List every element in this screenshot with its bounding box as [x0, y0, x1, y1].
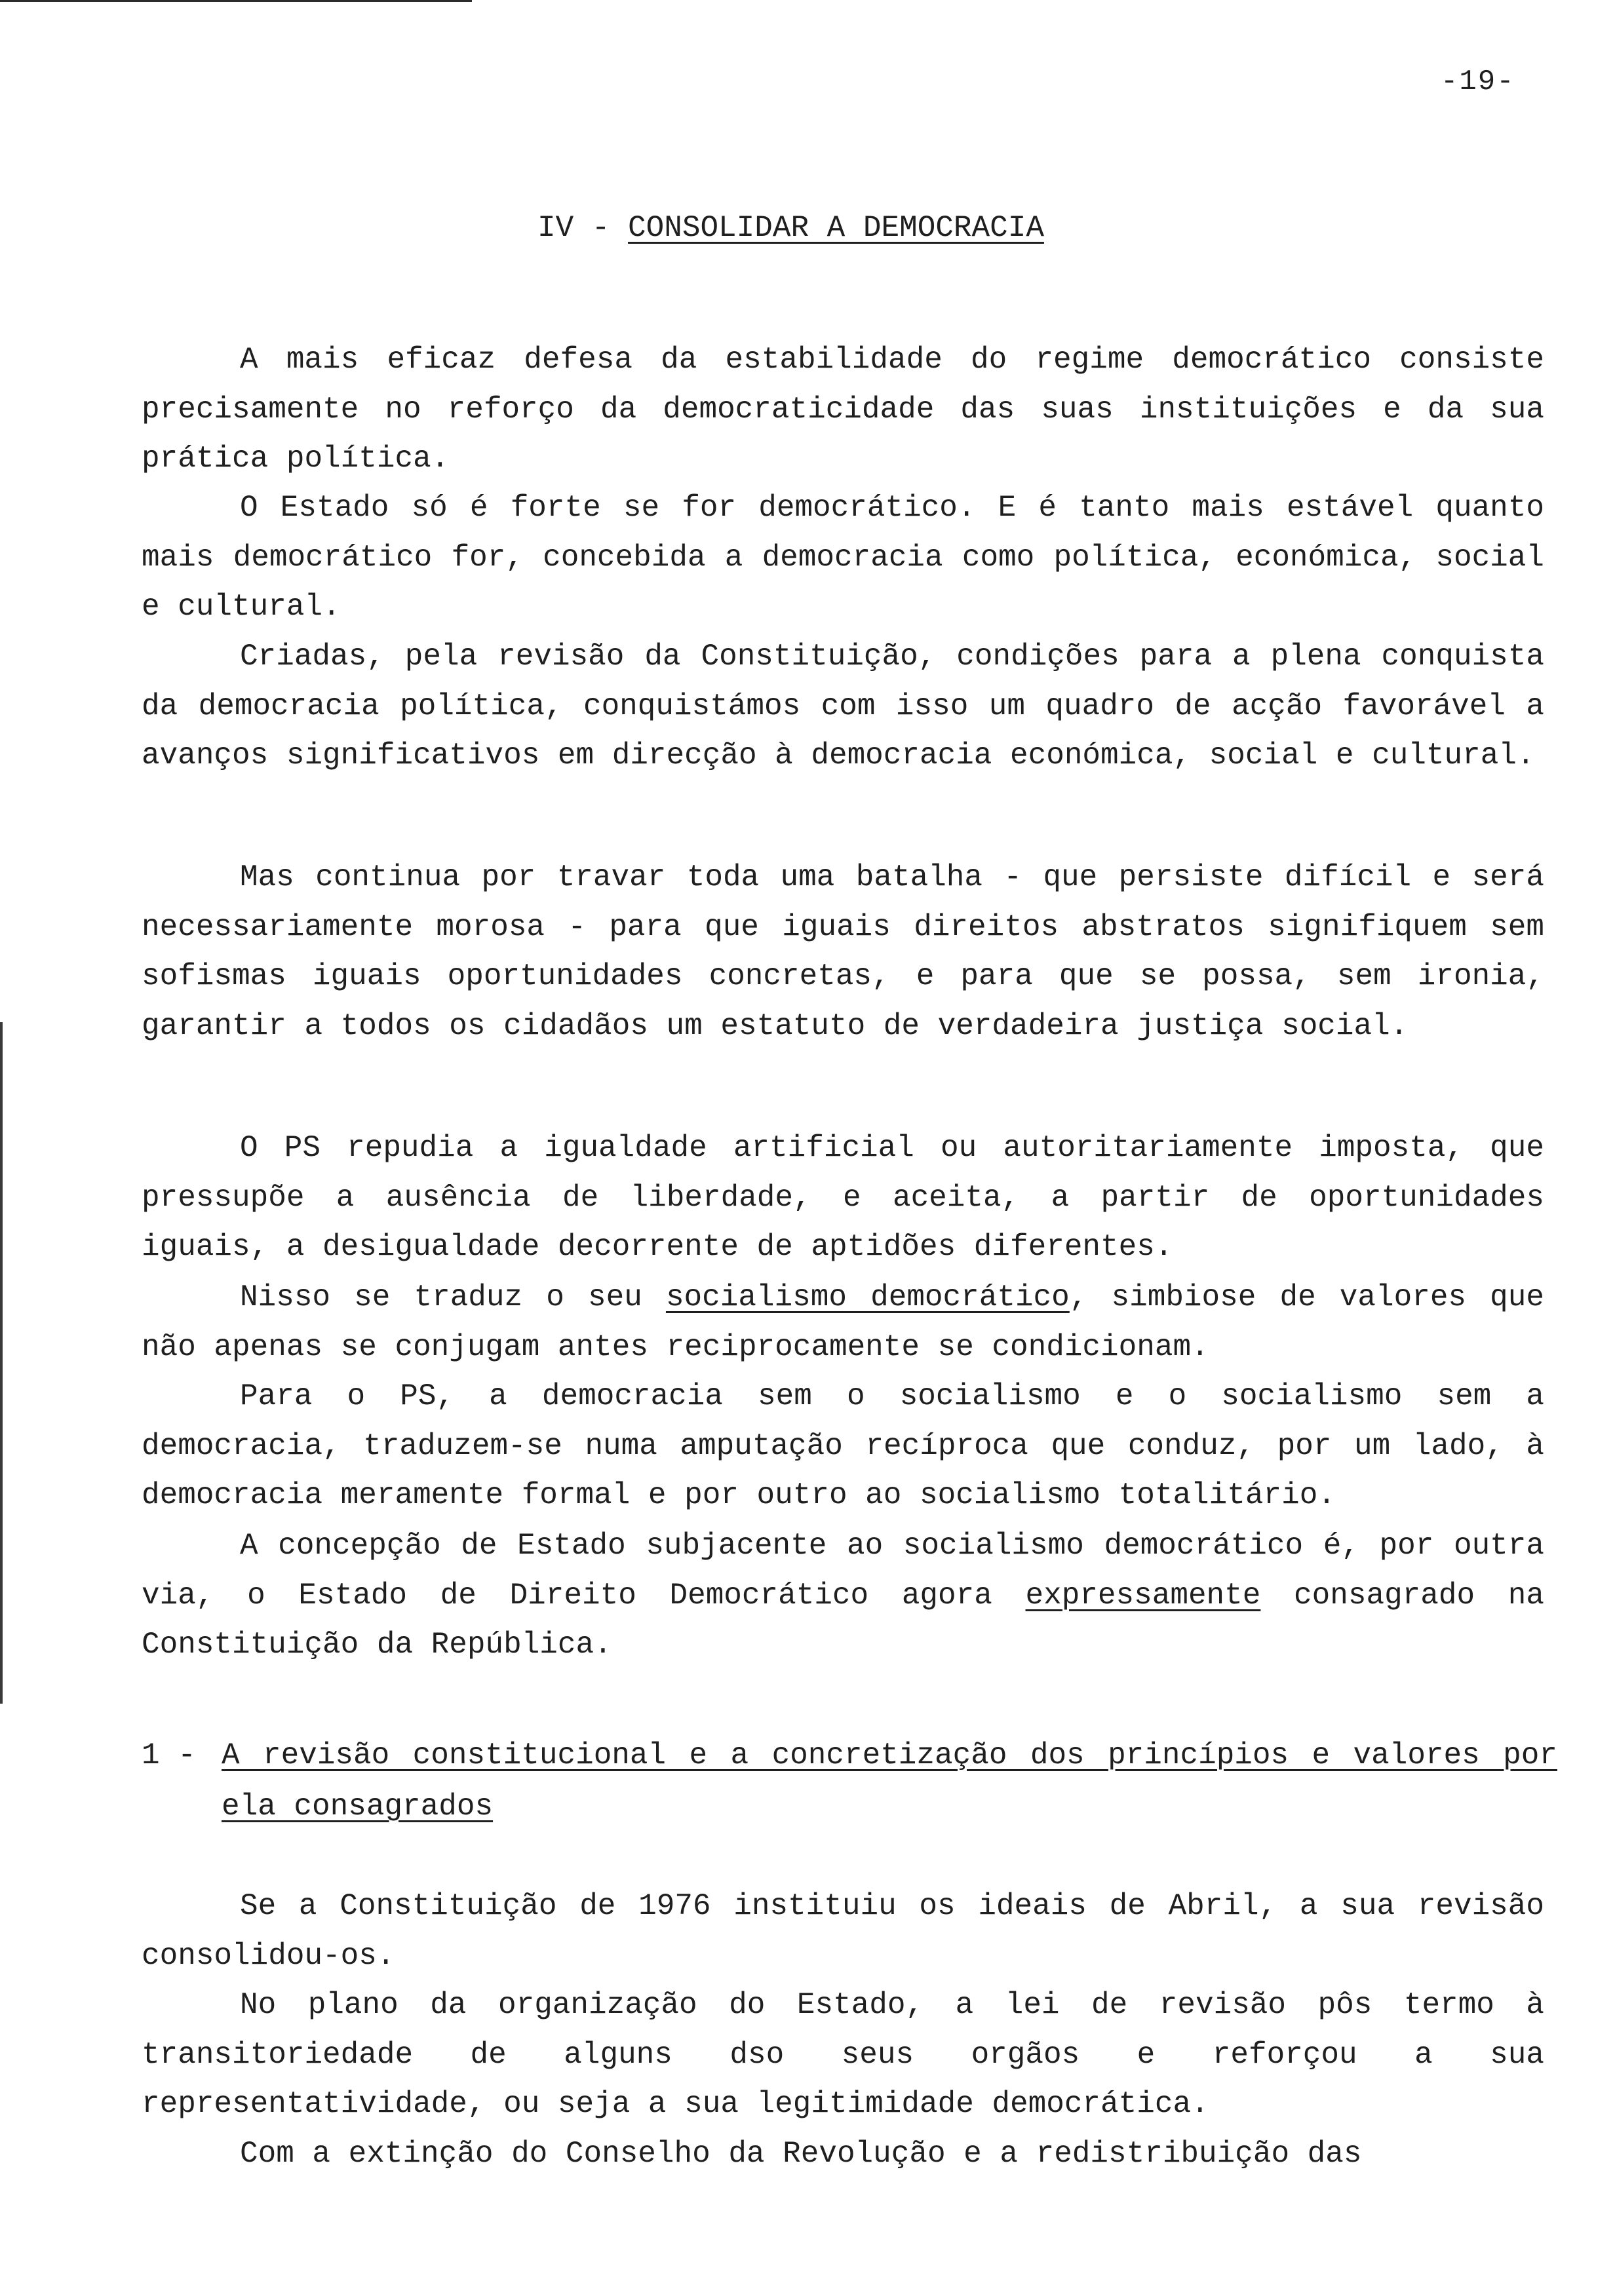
- paragraph-text: O PS repudia a igualdade artificial ou autoritariamente imposta, que pressupõe a ausência de liberdade, e aceita, a partir de oportunidades iguais, a desigualdade decorrente de aptidões diferentes.: [142, 1131, 1544, 1264]
- paragraph-text: consagrado na Constituição da República.: [142, 1578, 1544, 1662]
- page-number: -19-: [1441, 66, 1515, 98]
- paragraph-text: Mas continua por travar toda uma batalha - que persiste difícil e será necessariamente morosa - para que iguais direitos abstratos signifiquem sem sofismas iguais oportunidades concretas, e para que se possa, sem ironia, garantir a todos os cidadãos um estatuto de verdadeira justiça social.: [142, 860, 1544, 1043]
- paragraph: [142, 2130, 1544, 2179]
- paragraph: [142, 1882, 1544, 1981]
- paragraph: [142, 853, 1544, 1051]
- paragraph: [142, 1521, 1544, 1670]
- left-margin-mark: [0, 1022, 3, 1704]
- paragraph: [142, 1372, 1544, 1521]
- subsection-number: 1 -: [142, 1738, 196, 1772]
- paragraph-text: Com a extinção do Conselho da Revolução e a redistribuição das: [240, 2137, 1362, 2171]
- emphasis-expressamente: expressamente: [1025, 1578, 1261, 1613]
- emphasis-socialismo-democratico: socialismo democrático: [665, 1280, 1070, 1314]
- paragraph-text: Criadas, pela revisão da Constituição, condições para a plena conquista da democracia política, conquistámos com isso um quadro de acção favorável a avanços significativos em direcção à democracia económica, social e cultural.: [142, 640, 1544, 773]
- paragraph-text: , simbiose de valores que não apenas se conjugam antes reciprocamente se condicionam.: [142, 1280, 1544, 1364]
- paragraph: [142, 335, 1544, 484]
- subsection-heading: [142, 1730, 1557, 1832]
- paragraph-text: A concepção de Estado subjacente ao socialismo democrático é, por outra via, o Estado de Direito Democrático agora: [142, 1529, 1544, 1613]
- paragraph: [142, 1273, 1544, 1372]
- top-rule: [0, 0, 472, 2]
- section-heading: [537, 211, 1044, 245]
- section-title: CONSOLIDAR A DEMOCRACIA: [628, 211, 1044, 245]
- paragraph: [142, 484, 1544, 632]
- paragraph-text: A mais eficaz defesa da estabilidade do regime democrático consiste precisamente no reforço da democraticidade das suas instituições e da sua prática política.: [142, 343, 1544, 476]
- paragraph: [142, 1981, 1544, 2130]
- paragraph-text: O Estado só é forte se for democrático. E é tanto mais estável quanto mais democrático for, concebida a democracia como política, económica, social e cultural.: [142, 491, 1544, 624]
- subsection-title: A revisão constitucional e a concretização dos princípios e valores por ela consagrados: [222, 1738, 1557, 1824]
- paragraph-text: Nisso se traduz o seu: [240, 1280, 666, 1314]
- paragraph-text: Para o PS, a democracia sem o socialismo e o socialismo sem a democracia, traduzem-se numa amputação recíproca que conduz, por um lado, à democracia meramente formal e por outro ao socialismo totalitário.: [142, 1379, 1544, 1512]
- paragraph: [142, 632, 1544, 781]
- paragraph-text: No plano da organização do Estado, a lei de revisão pôs termo à transitoriedade de alguns dso seus orgãos e reforçou a sua representatividade, ou seja a sua legitimidade democrática.: [142, 1988, 1544, 2121]
- section-number: IV -: [537, 211, 610, 245]
- paragraph-text: Se a Constituição de 1976 instituiu os ideais de Abril, a sua revisão consolidou-os.: [142, 1889, 1544, 1973]
- paragraph: [142, 1124, 1544, 1272]
